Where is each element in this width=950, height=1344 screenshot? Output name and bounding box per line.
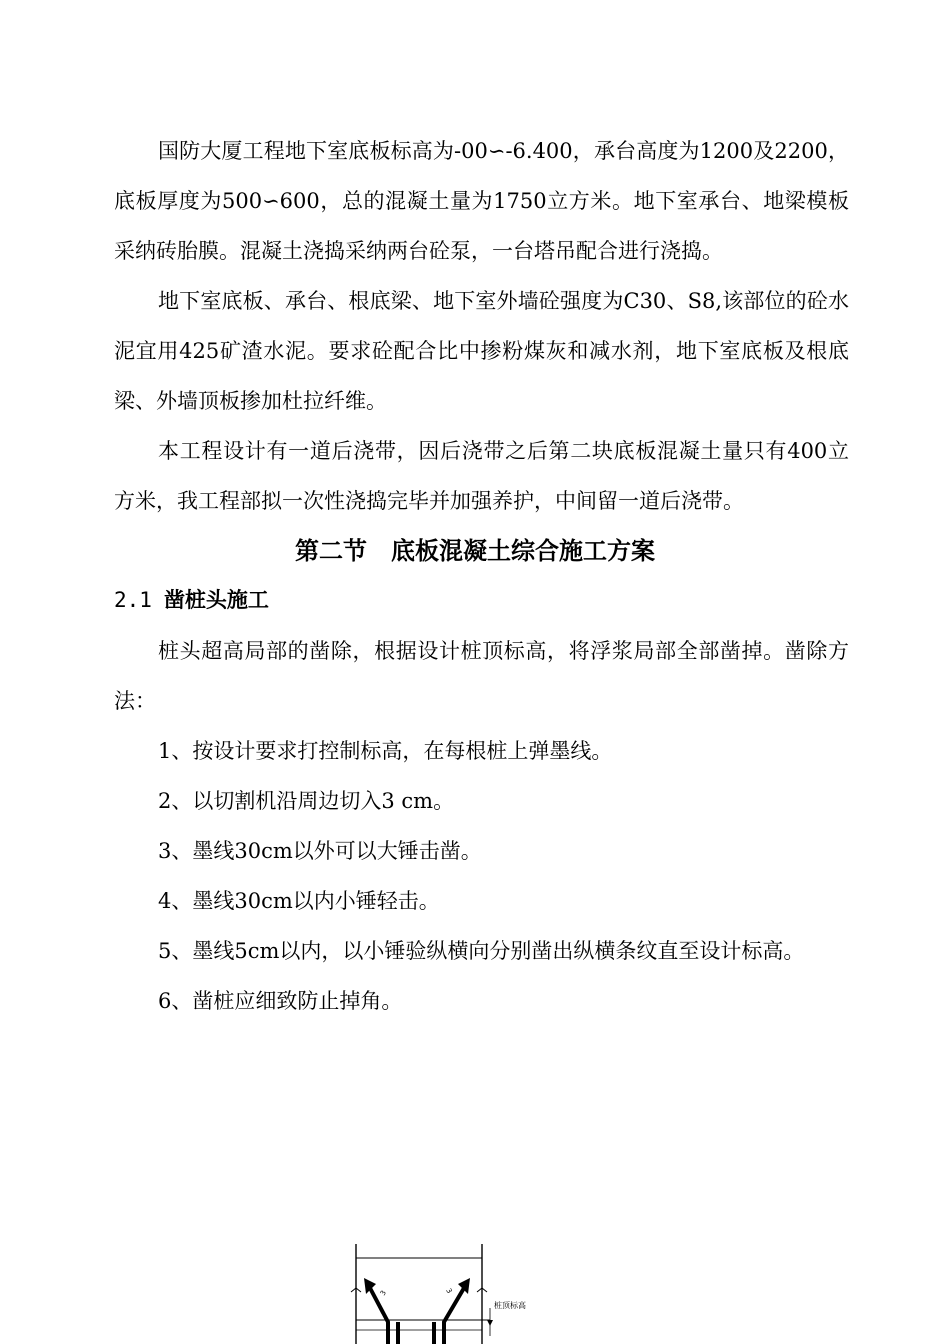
paragraph-intro: 桩头超高局部的凿除，根据设计桩顶标高，将浮浆局部全部凿掉。凿除方法： xyxy=(114,639,849,713)
paragraph-project-overview: 国防大厦工程地下室底板标高为-00∽-6.400，承台高度为1200及2200，底板厚度为500∽600，总的混凝土量为1750立方米。地下室承台、地梁模板采纳砖胎膜。混凝土浇捣采纳两台砼泵，一台塔吊配合进行浇捣。 xyxy=(114,139,849,263)
section-heading: 第二节 底板混凝土综合施工方案 xyxy=(295,536,655,565)
dimension-left-label: 3 xyxy=(378,1289,388,1297)
dimension-right-label: 3 xyxy=(444,1287,454,1295)
subsection-heading xyxy=(114,576,269,624)
paragraph-concrete-grade: 地下室底板、承台、根底梁、地下室外墙砼强度为C30、S8,该部位的砼水泥宜用425矿渣水泥。要求砼配合比中掺粉煤灰和减水剂，地下室底板及根底梁、外墙顶板掺加杜拉纤维。 xyxy=(114,289,849,413)
subsection-title: 凿桩头施工 xyxy=(163,587,269,612)
pile-head-diagram xyxy=(340,1238,540,1344)
list-item: 5、墨线5cm以内，以小锤验纵横向分别凿出纵横条纹直至设计标高。 xyxy=(158,939,805,963)
list-item: 3、墨线30cm以外可以大锤击凿。 xyxy=(158,839,482,863)
list-item: 2、以切割机沿周边切入3 cm。 xyxy=(158,789,455,813)
list-item: 1、按设计要求打控制标高，在每根桩上弹墨线。 xyxy=(158,739,613,763)
list-item: 4、墨线30cm以内小锤轻击。 xyxy=(158,889,440,913)
pile-top-level-label: 桩顶标高 xyxy=(494,1301,526,1310)
subsection-number: 2.1 xyxy=(114,588,152,612)
list-item: 6、凿桩应细致防止掉角。 xyxy=(158,989,403,1013)
paragraph-post-pour-strip: 本工程设计有一道后浇带，因后浇带之后第二块底板混凝土量只有400立方米，我工程部拟一次性浇捣完毕并加强养护，中间留一道后浇带。 xyxy=(114,439,849,513)
